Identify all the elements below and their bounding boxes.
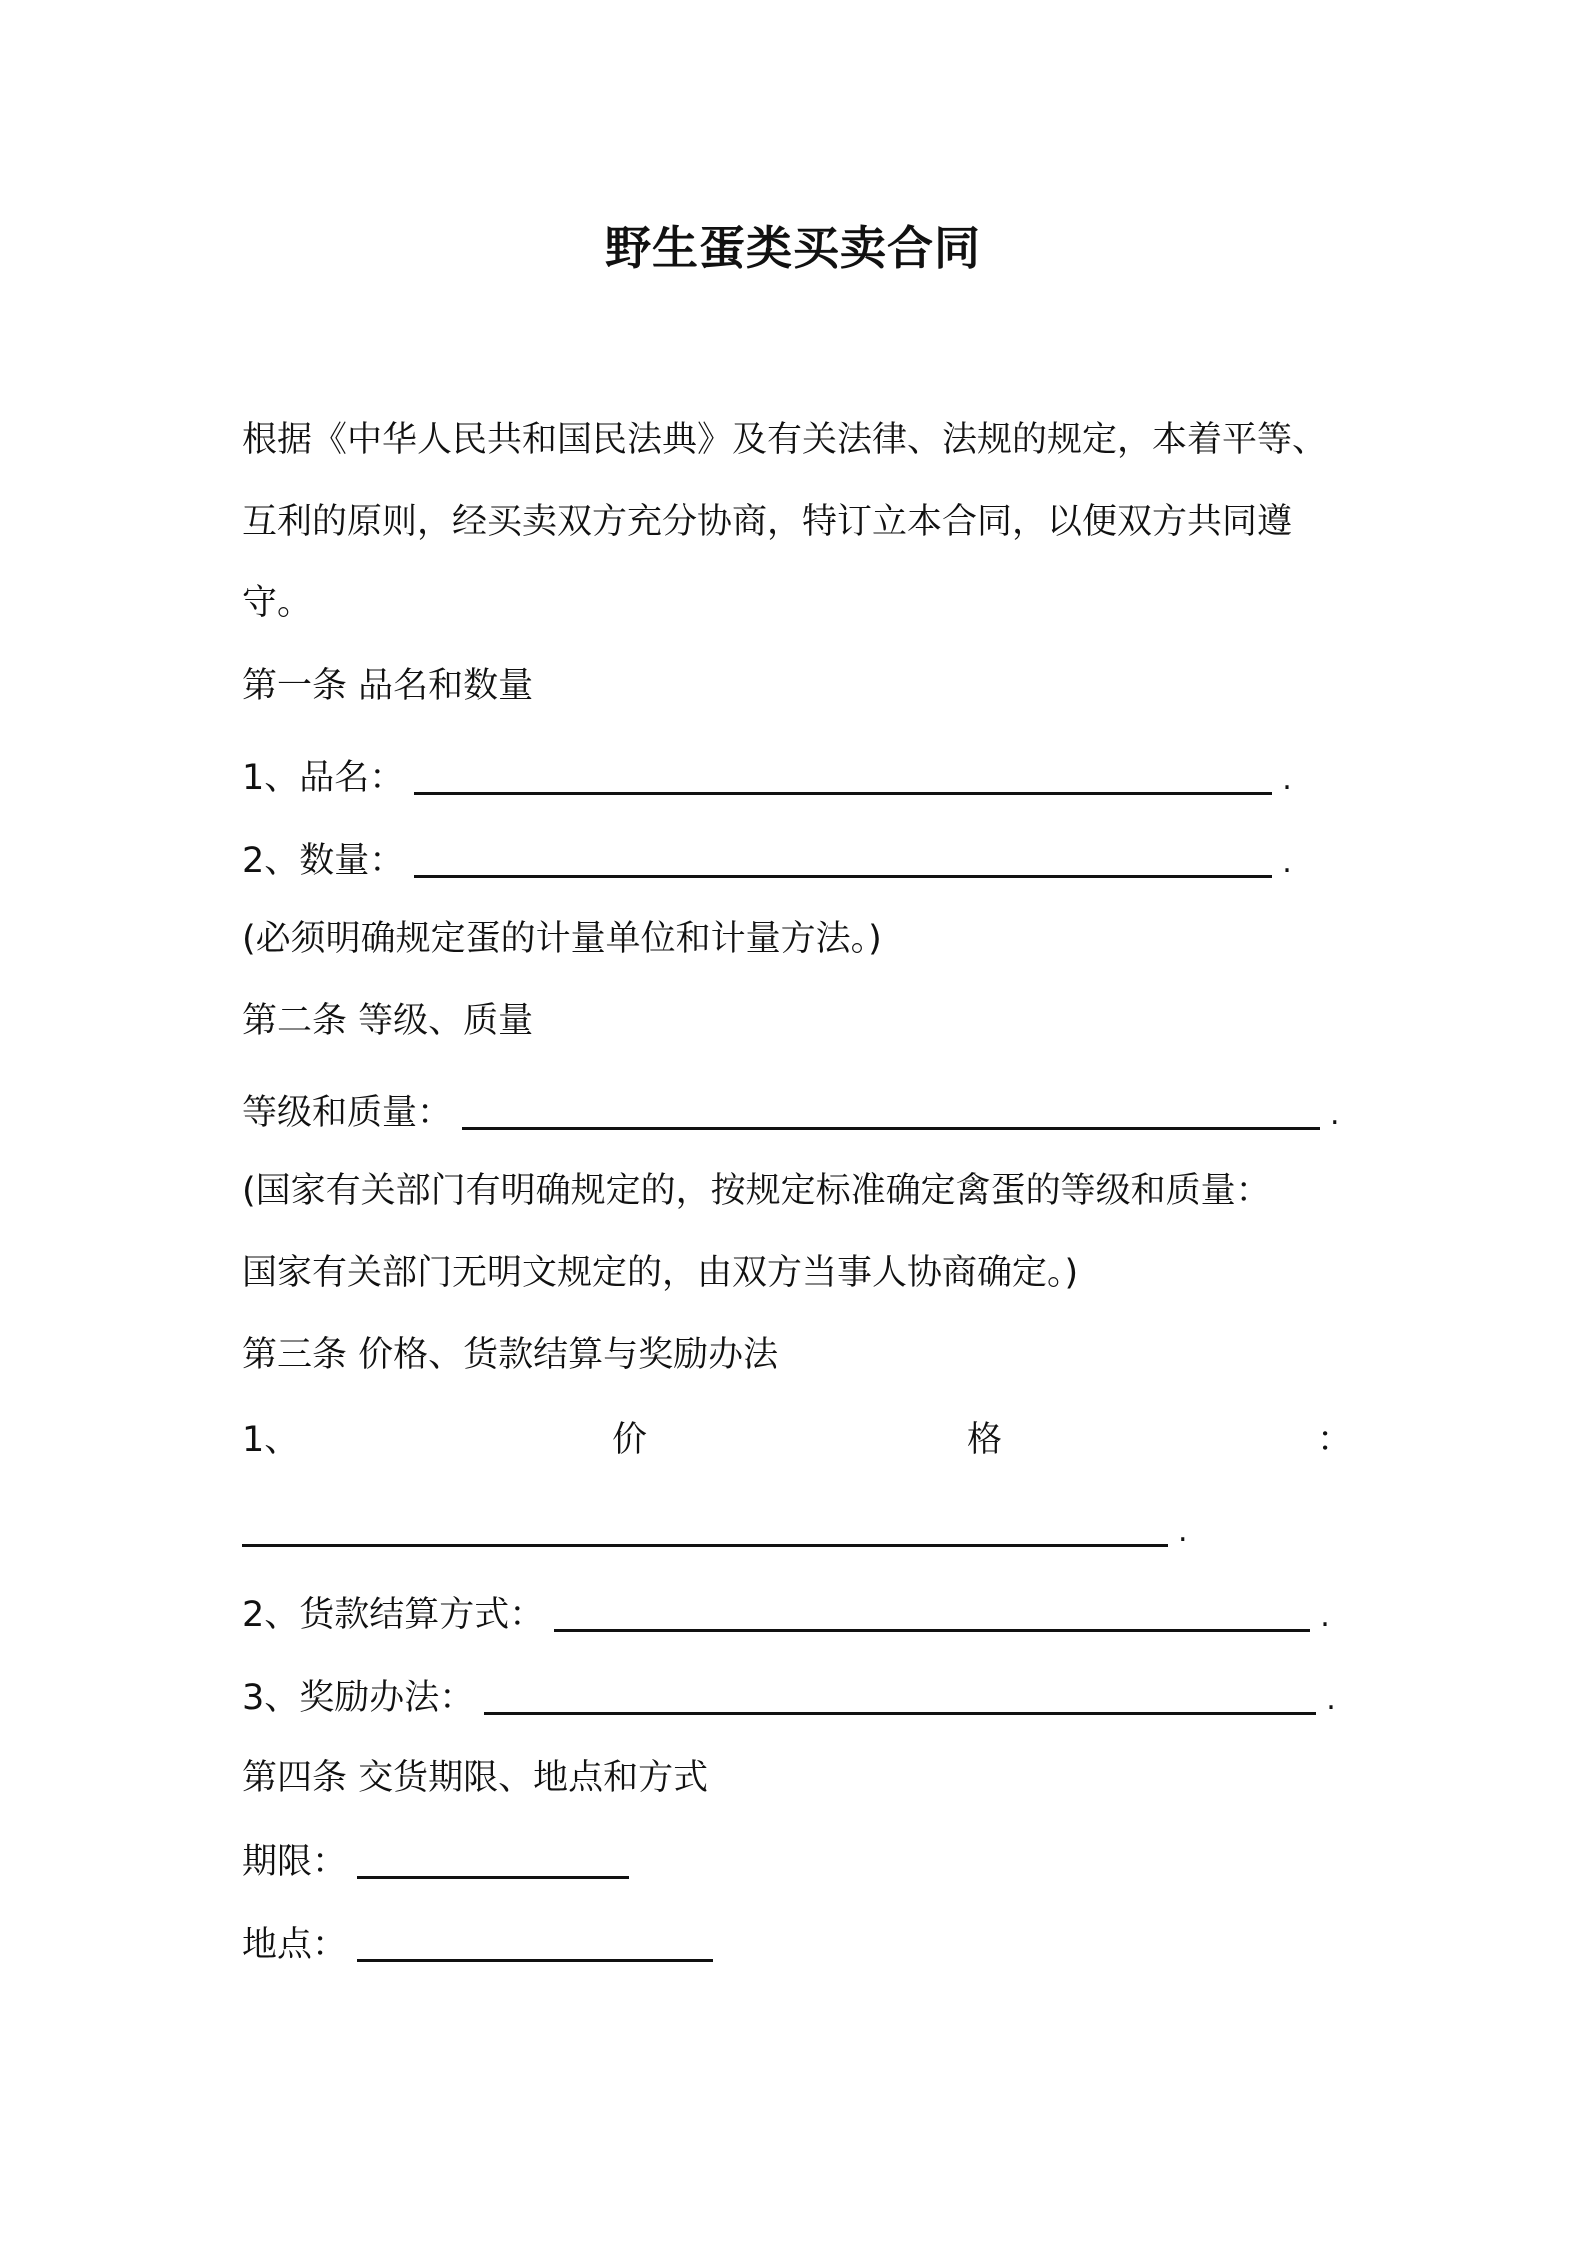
article-3-heading: 第三条 价格、货款结算与奖励办法 — [242, 1335, 779, 1375]
term-blank[interactable] — [357, 1844, 629, 1879]
price-number: 1、 — [242, 1420, 300, 1460]
intro-line-1: 根据《中华人民共和国民法典》及有关法律、法规的规定，本着平等、 — [242, 420, 1328, 460]
end-mark: . — [1282, 845, 1292, 880]
intro-line-2: 互利的原则，经买卖双方充分协商，特订立本合同，以便双方共同遵 — [242, 502, 1293, 542]
article-1-item-quantity — [242, 836, 1292, 888]
settlement-blank[interactable] — [554, 1597, 1310, 1632]
end-mark: . — [1330, 1097, 1340, 1132]
article-2-heading: 第二条 等级、质量 — [242, 1001, 534, 1041]
intro-line-3: 守。 — [242, 583, 313, 623]
article-4-term — [242, 1837, 629, 1887]
article-4-heading: 第四条 交货期限、地点和方式 — [242, 1758, 709, 1798]
article-1-item-name — [242, 753, 1292, 805]
article-2-grade-quality — [242, 1088, 1340, 1140]
article-3-reward — [242, 1673, 1336, 1725]
grade-quality-label: 等级和质量： — [242, 1093, 453, 1133]
document-title: 野生蛋类买卖合同 — [605, 221, 981, 275]
article-2-note-line-1: (国家有关部门有明确规定的，按规定标准确定禽蛋的等级和质量： — [242, 1171, 1271, 1211]
end-mark: . — [1178, 1514, 1188, 1549]
place-blank[interactable] — [357, 1927, 713, 1962]
grade-quality-blank[interactable] — [462, 1095, 1320, 1130]
place-label: 地点： — [242, 1925, 348, 1965]
term-label: 期限： — [242, 1842, 348, 1882]
end-mark: . — [1282, 762, 1292, 797]
article-1-heading: 第一条 品名和数量 — [242, 666, 534, 706]
end-mark: . — [1326, 1682, 1336, 1717]
item-quantity-label: 2、数量： — [242, 841, 405, 881]
article-3-price-value — [242, 1505, 1188, 1557]
price-colon: ： — [1317, 1420, 1353, 1460]
article-2-note-line-2: 国家有关部门无明文规定的，由双方当事人协商确定。) — [242, 1253, 1079, 1293]
article-1-note: (必须明确规定蛋的计量单位和计量方法。) — [242, 919, 882, 959]
reward-blank[interactable] — [484, 1680, 1316, 1715]
article-4-place — [242, 1920, 713, 1970]
price-char-2: 格 — [967, 1420, 1003, 1460]
item-name-blank[interactable] — [414, 760, 1272, 795]
item-name-label: 1、品名： — [242, 758, 405, 798]
settlement-label: 2、货款结算方式： — [242, 1595, 545, 1635]
price-blank[interactable] — [242, 1512, 1168, 1547]
item-quantity-blank[interactable] — [414, 843, 1272, 878]
reward-label: 3、奖励办法： — [242, 1678, 475, 1718]
end-mark: . — [1320, 1599, 1330, 1634]
price-char-1: 价 — [612, 1420, 648, 1460]
article-3-settlement — [242, 1590, 1330, 1642]
